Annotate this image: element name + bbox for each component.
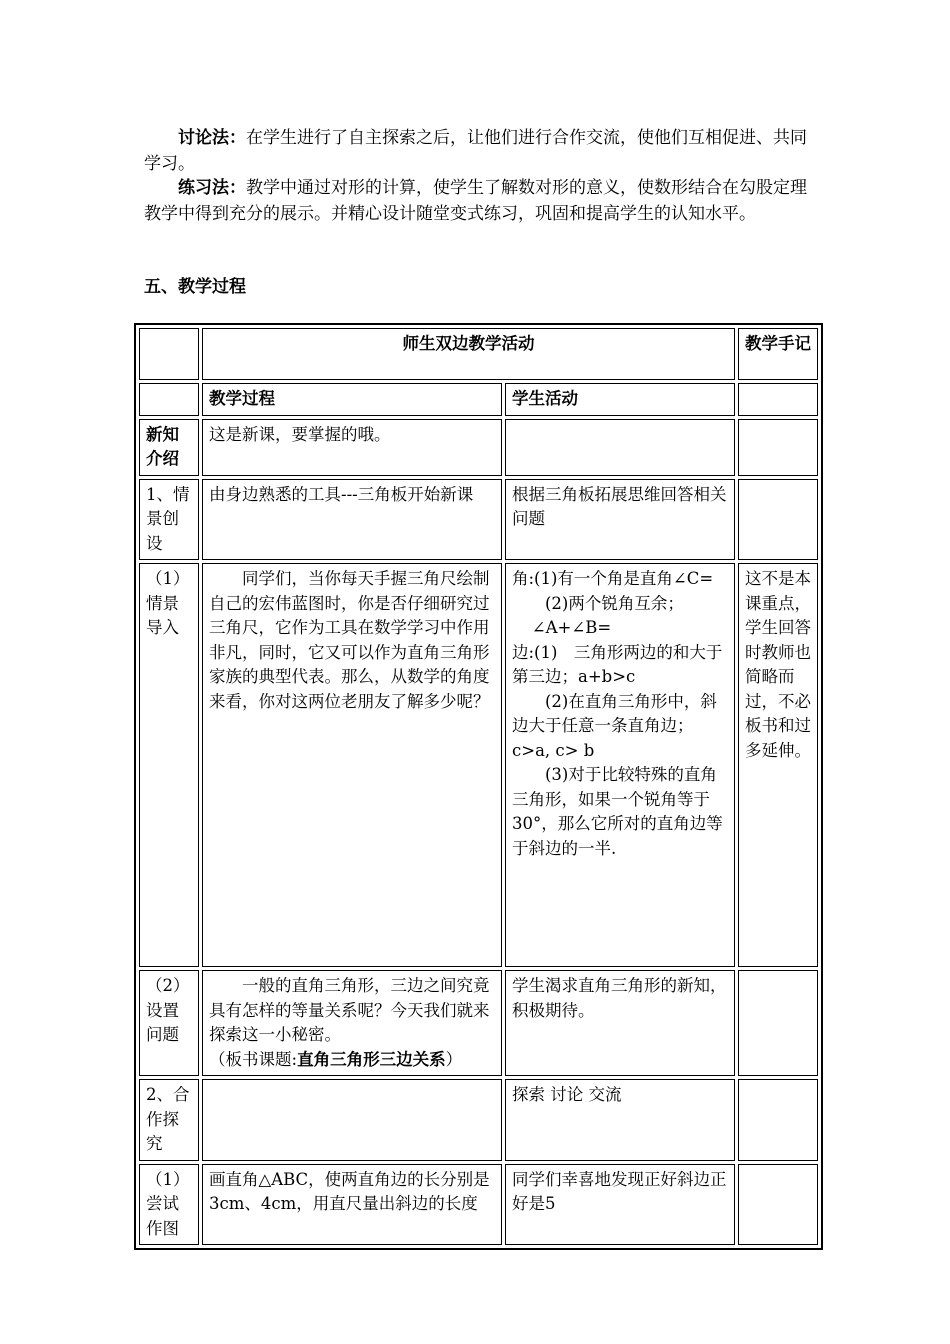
stage-cell: 新知介绍 [139, 419, 199, 476]
student-line: ∠A+∠B= [531, 618, 612, 637]
subheader-notes-cell [738, 383, 818, 416]
intro-paragraph-practice [144, 175, 808, 227]
board-note-suffix: ） [445, 1049, 463, 1069]
subheader-student: 学生活动 [505, 383, 735, 416]
student-cell: 学生渴求直角三角形的新知，积极期待。 [505, 970, 735, 1076]
table-row [139, 970, 818, 1076]
process-cell: 由身边熟悉的工具---三角板开始新课 [202, 479, 502, 561]
intro-paragraph-discussion [144, 125, 808, 177]
practice-label: 练习法： [178, 178, 246, 198]
board-note-prefix: （板书课题: [209, 1049, 298, 1069]
practice-text: 教学中通过对形的计算，使学生了解数对形的意义，使数形结合在勾股定理教学中得到充分的展示。并精心设计随堂变式练习，巩固和提高学生的认知水平。 [144, 178, 807, 224]
notes-cell [738, 970, 818, 1076]
subheader-process: 教学过程 [202, 383, 502, 416]
student-cell: 根据三角板拓展思维回答相关问题 [505, 479, 735, 561]
stage-cell: （2）设置问题 [139, 970, 199, 1076]
student-cell [505, 419, 735, 476]
notes-cell [738, 419, 818, 476]
student-cell: 探索 讨论 交流 [505, 1079, 735, 1161]
stage-cell: （1）情景导入 [139, 563, 199, 967]
table-header-row [139, 328, 818, 380]
student-cell [505, 563, 735, 967]
student-line: (2)两个锐角互余； [545, 593, 684, 613]
process-cell: 同学们，当你每天手握三角尺绘制自己的宏伟蓝图时，你是否仔细研究过三角尺，它作为工具在数学学习中作用非凡，同时，它又可以作为直角三角形家族的典型代表。那么，从数学的角度来看，你对这两位老朋友了解多少呢？ [202, 563, 502, 967]
section-heading: 五、教学过程 [144, 277, 246, 297]
header-activity: 师生双边教学活动 [202, 328, 735, 380]
notes-cell [738, 479, 818, 561]
table-row [139, 479, 818, 561]
process-cell [202, 970, 502, 1076]
student-line: 角:(1)有一个角是直角∠C= [512, 569, 714, 588]
student-line: (3)对于比较特殊的直角三角形，如果一个锐角等于30°，那么它所对的直角边等于斜边的一半. [512, 765, 723, 858]
header-empty-cell [139, 328, 199, 380]
process-cell [202, 1079, 502, 1161]
discussion-text: 在学生进行了自主探索之后，让他们进行合作交流，使他们互相促进、共同学习。 [144, 128, 807, 174]
table-row [139, 419, 818, 476]
table-subheader-row [139, 383, 818, 416]
header-notes: 教学手记 [738, 328, 818, 380]
discussion-label: 讨论法： [178, 128, 246, 148]
student-cell: 同学们幸喜地发现正好斜边正好是5 [505, 1164, 735, 1246]
stage-cell: 2、合作探究 [139, 1079, 199, 1161]
process-cell: 这是新课，要掌握的哦。 [202, 419, 502, 476]
table-row [139, 1164, 818, 1246]
table-row [139, 563, 818, 967]
stage-cell: 1、情景创设 [139, 479, 199, 561]
student-line: (2)在直角三角形中，斜边大于任意一条直角边； c>a, c> b [512, 691, 717, 760]
lesson-table [134, 323, 823, 1250]
notes-cell [738, 1079, 818, 1161]
process-cell: 画直角△ABC，使两直角边的长分别是3cm、4cm，用直尺量出斜边的长度 [202, 1164, 502, 1246]
subheader-empty-cell [139, 383, 199, 416]
notes-cell [738, 1164, 818, 1246]
board-title-note [209, 1048, 495, 1073]
stage-cell: （1）尝试作图 [139, 1164, 199, 1246]
process-text: 一般的直角三角形，三边之间究竟具有怎样的等量关系呢？今天我们就来探索这一小秘密。 [209, 976, 490, 1044]
notes-cell: 这不是本课重点，学生回答时教师也简略而过，不必板书和过多延伸。 [738, 563, 818, 967]
student-line: 边:(1) 三角形两边的和大于第三边；a+b>c [512, 642, 723, 686]
board-title: 直角三角形三边关系 [297, 1049, 446, 1069]
table-row [139, 1079, 818, 1161]
